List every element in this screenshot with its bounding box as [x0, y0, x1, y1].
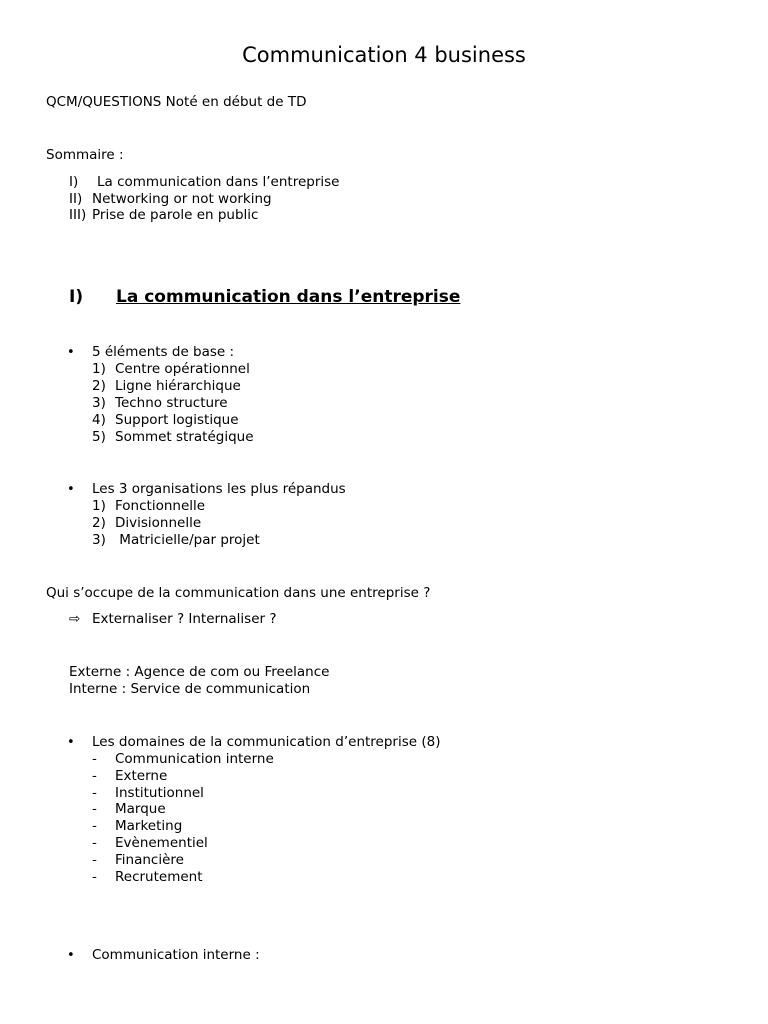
list-item-number: 2)	[92, 378, 106, 394]
dash-list-item	[92, 801, 166, 818]
sommaire-item-number: I)	[69, 174, 79, 190]
dash-icon: -	[92, 869, 97, 885]
interne-text: Interne : Service de communication	[69, 681, 311, 697]
dash-icon: -	[92, 751, 97, 767]
list-label: Communication interne :	[92, 947, 260, 963]
dash-icon: -	[92, 835, 97, 851]
list-item-text: Divisionnelle	[115, 515, 202, 531]
list-label: Les 3 organisations les plus répandus	[92, 481, 346, 497]
sommaire-item-text: La communication dans l’entreprise	[97, 174, 340, 190]
list-item	[92, 412, 239, 429]
list-item-text: Ligne hiérarchique	[115, 378, 241, 394]
bullet-icon: •	[67, 345, 75, 360]
list-item-text: Evènementiel	[115, 835, 208, 851]
list-label: 5 éléments de base :	[92, 344, 235, 360]
list-item-text: Externe	[115, 768, 168, 784]
list-item-number: 4)	[92, 412, 106, 428]
list-item-text: Centre opérationnel	[115, 361, 250, 377]
dash-list-item	[92, 768, 167, 785]
list-item-number: 2)	[92, 515, 106, 531]
list-item-number: 5)	[92, 429, 106, 445]
dash-icon: -	[92, 768, 97, 784]
section-number: I)	[69, 287, 84, 307]
list-item-text: Marque	[115, 801, 166, 817]
list-item	[92, 498, 205, 515]
dash-list-item	[92, 818, 182, 835]
list-item-text: Matricielle/par projet	[115, 532, 260, 548]
dash-icon: -	[92, 801, 97, 817]
sommaire-item	[69, 207, 258, 224]
dash-icon: -	[92, 852, 97, 868]
sommaire-item-number: III)	[69, 207, 87, 223]
externe-text: Externe : Agence de com ou Freelance	[69, 664, 330, 680]
list-item	[92, 378, 241, 395]
list-item-number: 1)	[92, 498, 106, 514]
list-item	[92, 429, 254, 446]
sommaire-item	[69, 174, 339, 191]
bullet-icon: •	[67, 482, 75, 497]
sommaire-item-text: Networking or not working	[92, 191, 272, 207]
sommaire-item-number: II)	[69, 191, 83, 207]
list-item-text: Techno structure	[115, 395, 228, 411]
list-item-text: Marketing	[115, 818, 183, 834]
dash-list-item	[92, 751, 274, 768]
sommaire-label: Sommaire :	[46, 147, 124, 163]
dash-list-item	[92, 785, 204, 802]
document-title: Communication 4 business	[242, 43, 526, 67]
question-text: Qui s’occupe de la communication dans une entreprise ?	[46, 585, 431, 601]
dash-list-item	[92, 852, 184, 869]
dash-list-item	[92, 835, 208, 852]
dash-list-item	[92, 869, 203, 886]
list-item-text: Institutionnel	[115, 785, 204, 801]
list-item-text: Sommet stratégique	[115, 429, 254, 445]
bullet-icon: •	[67, 735, 75, 750]
sommaire-item	[69, 191, 272, 208]
section-title: La communication dans l’entreprise	[116, 287, 461, 307]
dash-icon: -	[92, 818, 97, 834]
list-item	[92, 395, 228, 412]
list-item	[92, 515, 201, 532]
list-item-text: Recrutement	[115, 869, 203, 885]
bullet-icon: •	[67, 948, 75, 963]
list-item	[92, 532, 260, 549]
list-item-number: 3)	[92, 532, 106, 548]
list-item-number: 3)	[92, 395, 106, 411]
section-heading	[69, 286, 460, 308]
list-item-text: Financière	[115, 852, 184, 868]
list-item-text: Communication interne	[115, 751, 274, 767]
list-item-number: 1)	[92, 361, 106, 377]
list-label: Les domaines de la communication d’entreprise (8)	[92, 734, 441, 750]
sommaire-item-text: Prise de parole en public	[92, 207, 259, 223]
dash-icon: -	[92, 785, 97, 801]
qcm-note: QCM/QUESTIONS Noté en début de TD	[46, 94, 307, 110]
list-item-text: Fonctionnelle	[115, 498, 206, 514]
list-item-text: Support logistique	[115, 412, 239, 428]
arrow-icon: ⇨	[69, 611, 81, 627]
arrow-text: Externaliser ? Internaliser ?	[92, 611, 277, 627]
list-item	[92, 361, 250, 378]
